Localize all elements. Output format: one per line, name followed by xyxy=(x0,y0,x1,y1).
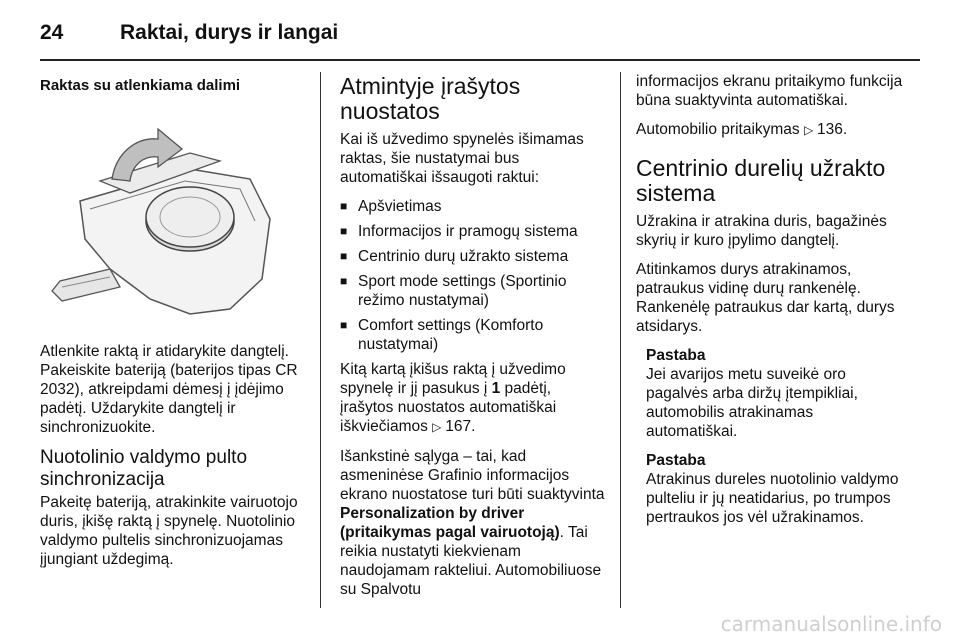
column-divider xyxy=(320,72,321,608)
section-subheading: Raktas su atlenkiama dalimi xyxy=(40,77,241,94)
square-bullet-icon: ■ xyxy=(340,199,348,213)
list-item-text: Apšvietimas xyxy=(358,198,442,215)
square-bullet-icon: ■ xyxy=(340,249,348,263)
page-header xyxy=(40,17,920,49)
header-rule xyxy=(40,59,920,61)
paragraph: informacijos ekranu pritaikymo funkcija būna suaktyvinta automatiškai. xyxy=(636,73,903,109)
list-item xyxy=(340,272,606,310)
page-number: 24 xyxy=(40,21,64,44)
setting-name: Personalization by driver (pritaikymas pagal vairuotoją) xyxy=(340,505,560,541)
note-title: Pastaba xyxy=(646,347,706,364)
list-item xyxy=(340,247,606,266)
watermark: carmanualsonline.info xyxy=(720,612,942,636)
list-item xyxy=(340,222,606,241)
column-divider xyxy=(620,72,621,608)
paragraph xyxy=(636,120,906,140)
square-bullet-icon: ■ xyxy=(340,224,348,238)
text-run: padėtį, įrašytos nuostatos automatiškai iškviečiamos xyxy=(340,380,557,435)
paragraph xyxy=(340,360,606,437)
paragraph: Atitinkamos durys atrakinamos, patraukus vidinę durų rankenėlę. Rankenėlę patraukus dar kartą, durys atsidarys. xyxy=(636,261,895,335)
position-number: 1 xyxy=(491,380,501,397)
paragraph: Pakeitę bateriją, atrakinkite vairuotojo duris, įkišę raktą į spynelę. Nuotolinio valdymo pultelis sinchronizuojamas įjungiant uždegimą. xyxy=(40,494,298,568)
text-run: Išankstinė sąlyga – tai, kad asmeninėse Grafinio informacijos ekrano nuostatose turi būti suaktyvinta xyxy=(340,448,605,503)
page-reference: 167. xyxy=(445,418,476,435)
paragraph: Kai iš užvedimo spynelės išimamas raktas, šie nustatymai bus automatiškai išsaugoti raktui: xyxy=(340,131,584,186)
reference-triangle-icon: ▷ xyxy=(432,420,446,434)
note-text: Jei avarijos metu suveikė oro pagalvės arba diržų įtempikliai, automobilis atrakinamas automatiškai. xyxy=(646,366,858,440)
column-middle xyxy=(340,72,606,609)
list-item-text: Sport mode settings (Sportinio režimo nustatymai) xyxy=(358,273,567,309)
note-title: Pastaba xyxy=(646,452,706,469)
reference-triangle-icon: ▷ xyxy=(803,123,818,137)
note-text: Atrakinus dureles nuotolinio valdymo pulteliu ir jų neatidarius, po trumpos pertraukos jos vėl užrakinamos. xyxy=(646,471,899,526)
paragraph xyxy=(340,447,606,599)
column-left xyxy=(40,72,306,579)
note-box xyxy=(646,451,906,527)
note-box xyxy=(646,346,906,441)
list-item xyxy=(340,316,606,354)
text-run: . Tai reikia nustatyti kiekvienam naudojamam rakteliui. Automobiliuose su Spalvotu xyxy=(340,524,602,598)
page-reference: 136. xyxy=(817,121,848,138)
bullet-list xyxy=(340,197,606,354)
section-heading: Atmintyje įrašytos nuostatos xyxy=(340,73,521,124)
key-battery-illustration xyxy=(40,109,302,321)
text-run: Automobilio pritaikymas xyxy=(636,121,804,138)
square-bullet-icon: ■ xyxy=(340,274,348,288)
paragraph: Užrakina ir atrakina duris, bagažinės skyrių ir kuro įpylimo dangtelį. xyxy=(636,213,887,249)
list-item-text: Informacijos ir pramogų sistema xyxy=(358,223,578,240)
section-heading: Centrinio durelių užrakto sistema xyxy=(636,155,886,206)
paragraph: Atlenkite raktą ir atidarykite dangtelį. Pakeiskite bateriją (baterijos tipas CR 2032), atkreipdami dėmesį į įdėjimo padėtį. Uždarykite dangtelį ir sinchronizuokite. xyxy=(40,343,298,436)
text-run: Kitą kartą įkišus raktą į užvedimo spynelę ir jį pasukus į xyxy=(340,361,566,397)
column-right xyxy=(636,72,906,537)
section-heading: Nuotolinio valdymo pulto sinchronizacija xyxy=(40,447,248,490)
list-item xyxy=(340,197,606,216)
square-bullet-icon: ■ xyxy=(340,318,348,332)
page-title: Raktai, durys ir langai xyxy=(120,21,339,44)
list-item-text: Comfort settings (Komforto nustatymai) xyxy=(358,317,544,353)
list-item-text: Centrinio durų užrakto sistema xyxy=(358,248,569,265)
